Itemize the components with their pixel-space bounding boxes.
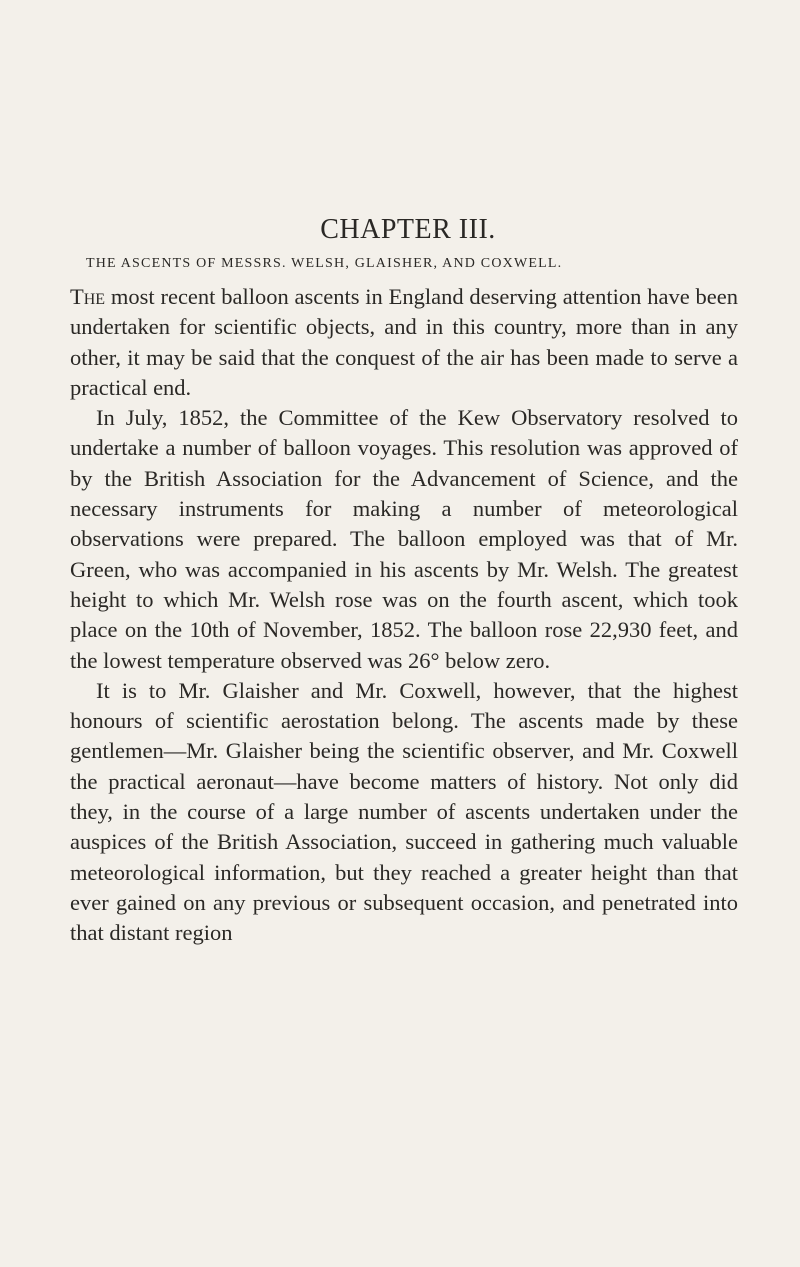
paragraph-1 — [70, 282, 738, 403]
chapter-body — [70, 282, 738, 949]
paragraph-text: It is to Mr. Glaisher and Mr. Coxwell, however, that the highest honours of scientific aerostation belong. The ascents made by these gentlemen—Mr. Glaisher being the scientific observer, and Mr. Coxwell the practical aeronaut—have become matters of history. Not only did they, in the course of a large number of ascents undertaken under the auspices of the British Association, succeed in gathering much valuable meteorological information, but they reached a greater height than that ever gained on any previous or subsequent occasion, and penetrated into that distant region — [70, 677, 738, 946]
paragraph-text: In July, 1852, the Committee of the Kew Observatory resolved to undertake a number of balloon voyages. This resolution was approved of by the British Association for the Advancement of Science, and the necessary instruments for making a number of meteorological observations were prepared. The balloon employed was that of Mr. Green, who was accompanied in his ascents by Mr. Welsh. The greatest height to which Mr. Welsh rose was on the fourth ascent, which took place on the 10th of November, 1852. The balloon rose 22,930 feet, and the lowest temperature observed was 26° below zero. — [70, 405, 738, 673]
chapter-title: CHAPTER III. — [320, 214, 496, 245]
chapter-subtitle: THE ASCENTS OF MESSRS. WELSH, GLAISHER, AND COXWELL. — [86, 256, 563, 271]
paragraph-2 — [70, 403, 738, 676]
paragraph-text: most recent balloon ascents in England deserving attention have been undertaken for scientific objects, and in this country, more than in any other, it may be said that the conquest of the air has been made to serve a practical end. — [70, 284, 738, 400]
paragraph-3 — [70, 676, 738, 949]
book-page — [70, 214, 738, 949]
paragraph-lead-word: The — [70, 284, 106, 309]
